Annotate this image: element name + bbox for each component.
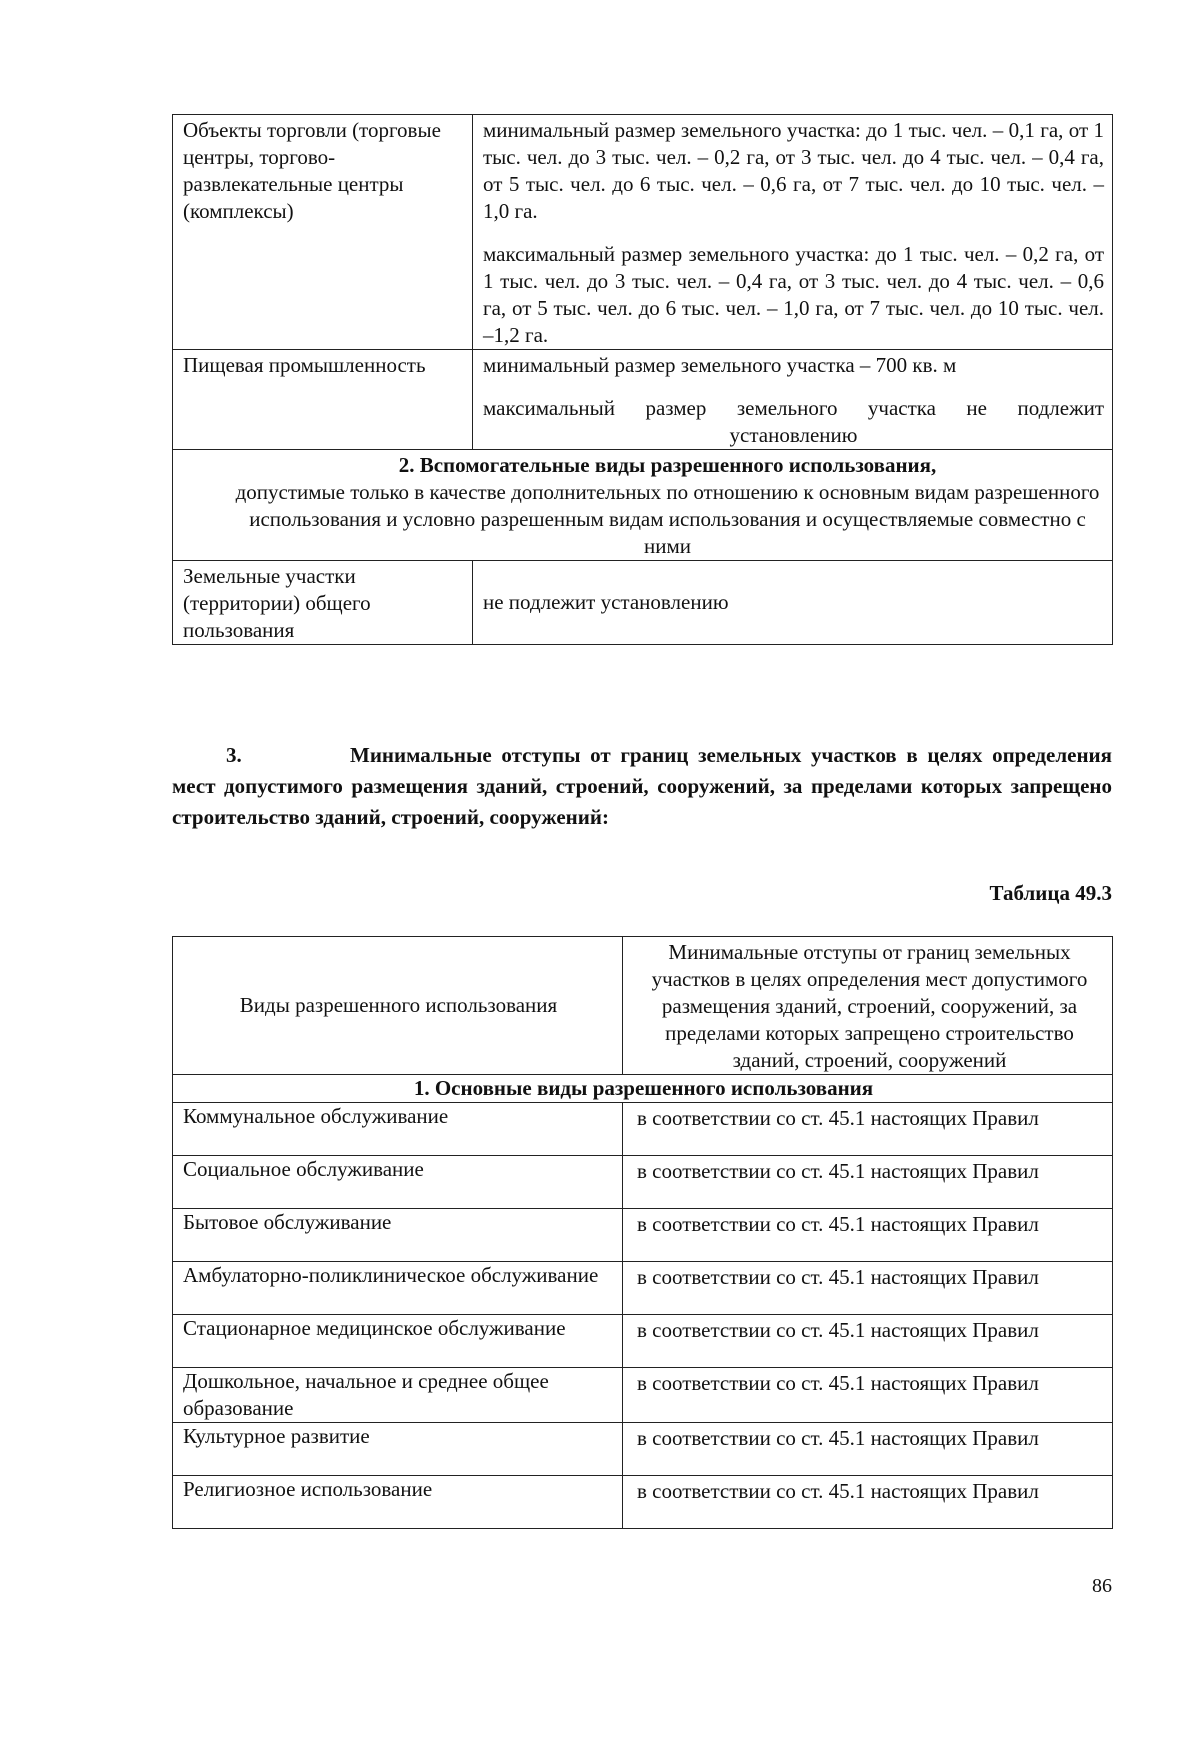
header-col-use-types: Виды разрешенного использования [173, 937, 623, 1075]
table-cell-value: в соответствии со ст. 45.1 настоящих Правил [623, 1209, 1113, 1262]
section-header-cell [173, 450, 1113, 561]
table-cell-use-name: Коммунальное обслуживание [173, 1103, 623, 1156]
land-use-table-continued [172, 114, 1113, 645]
min-size-text: минимальный размер земельного участка – 700 кв. м [483, 353, 957, 377]
table-cell-use-name: Стационарное медицинское обслуживание [173, 1315, 623, 1368]
table-cell-use-name: Дошкольное, начальное и среднее общее образование [173, 1368, 623, 1423]
table-row [173, 561, 1113, 645]
section3-text: Минимальные отступы от границ земельных участков в целях определения мест допустимого размещения зданий, строений, сооружений, за пределами которых запрещено строительство зданий, строений, сооружений: [172, 743, 1112, 829]
table-row [173, 1368, 1113, 1423]
header-col-setbacks: Минимальные отступы от границ земельных участков в целях определения мест допустимого размещения зданий, строений, сооружений, за пределами которых запрещено строительство зданий, строений, сооружений [623, 937, 1113, 1075]
setbacks-table [172, 936, 1113, 1529]
table-row [173, 1262, 1113, 1315]
table-cell-use-name: Пищевая промышленность [173, 350, 473, 450]
table-cell-use-name: Амбулаторно-поликлиническое обслуживание [173, 1262, 623, 1315]
table-cell-value: в соответствии со ст. 45.1 настоящих Правил [623, 1368, 1113, 1423]
table-row [173, 1209, 1113, 1262]
table-cell-use-name: Бытовое обслуживание [173, 1209, 623, 1262]
section2-text: допустимые только в качестве дополнительных по отношению к основным видам разрешенного использования и условно разрешенным видам использования и осуществляемые совместно с ними [235, 480, 1100, 558]
table-cell-value: в соответствии со ст. 45.1 настоящих Правил [623, 1156, 1113, 1209]
table-cell-use-name: Земельные участки (территории) общего пользования [173, 561, 473, 645]
section-header-row [173, 1075, 1113, 1103]
page-number: 86 [1092, 1575, 1112, 1597]
table-row [173, 1103, 1113, 1156]
table-row [173, 1476, 1113, 1529]
table-cell-use-name: Социальное обслуживание [173, 1156, 623, 1209]
table-cell-value: в соответствии со ст. 45.1 настоящих Правил [623, 1262, 1113, 1315]
table-cell-value: в соответствии со ст. 45.1 настоящих Правил [623, 1423, 1113, 1476]
table-cell-use-name: Религиозное использование [173, 1476, 623, 1529]
table-cell-use-name: Культурное развитие [173, 1423, 623, 1476]
section1-title: 1. Основные виды разрешенного использования [173, 1075, 1113, 1103]
section3-heading [172, 740, 1112, 833]
table-row [173, 350, 1113, 450]
table-row [173, 1423, 1113, 1476]
table-header-row [173, 937, 1113, 1075]
max-size-text: максимальный размер земельного участка: до 1 тыс. чел. – 0,2 га, от 1 тыс. чел. до 3 тыс. чел. – 0,4 га, от 3 тыс. чел. до 4 тыс. чел. – 0,6 га, от 5 тыс. чел. до 6 тыс. чел. – 1,0 га, от 7 тыс. чел. до 10 тыс. чел. –1,2 га. [483, 242, 1104, 347]
table-cell-value: в соответствии со ст. 45.1 настоящих Правил [623, 1103, 1113, 1156]
table-cell-value: в соответствии со ст. 45.1 настоящих Правил [623, 1315, 1113, 1368]
table-row [173, 115, 1113, 350]
table-caption: Таблица 49.3 [989, 881, 1112, 905]
table-cell-value: не подлежит установлению [473, 561, 1113, 645]
section3-number: 3. [226, 743, 242, 767]
table-cell-use-name: Объекты торговли (торговые центры, торгово-развлекательные центры (комплексы) [173, 115, 473, 350]
table-cell-size-limits [473, 350, 1113, 450]
table-cell-size-limits [473, 115, 1113, 350]
section2-title: 2. Вспомогательные виды разрешенного использования, [398, 453, 937, 477]
min-size-text: минимальный размер земельного участка: до 1 тыс. чел. – 0,1 га, от 1 тыс. чел. до 3 тыс. чел. – 0,2 га, от 3 тыс. чел. до 4 тыс. чел. – 0,4 га, от 5 тыс. чел. до 6 тыс. чел. – 0,6 га, от 7 тыс. чел. до 10 тыс. чел. – 1,0 га. [483, 118, 1104, 223]
max-size-text: максимальный размер земельного участка не подлежит установлению [483, 396, 1104, 447]
table-row [173, 1315, 1113, 1368]
table-row [173, 1156, 1113, 1209]
table-cell-value: в соответствии со ст. 45.1 настоящих Правил [623, 1476, 1113, 1529]
section-header-row [173, 450, 1113, 561]
